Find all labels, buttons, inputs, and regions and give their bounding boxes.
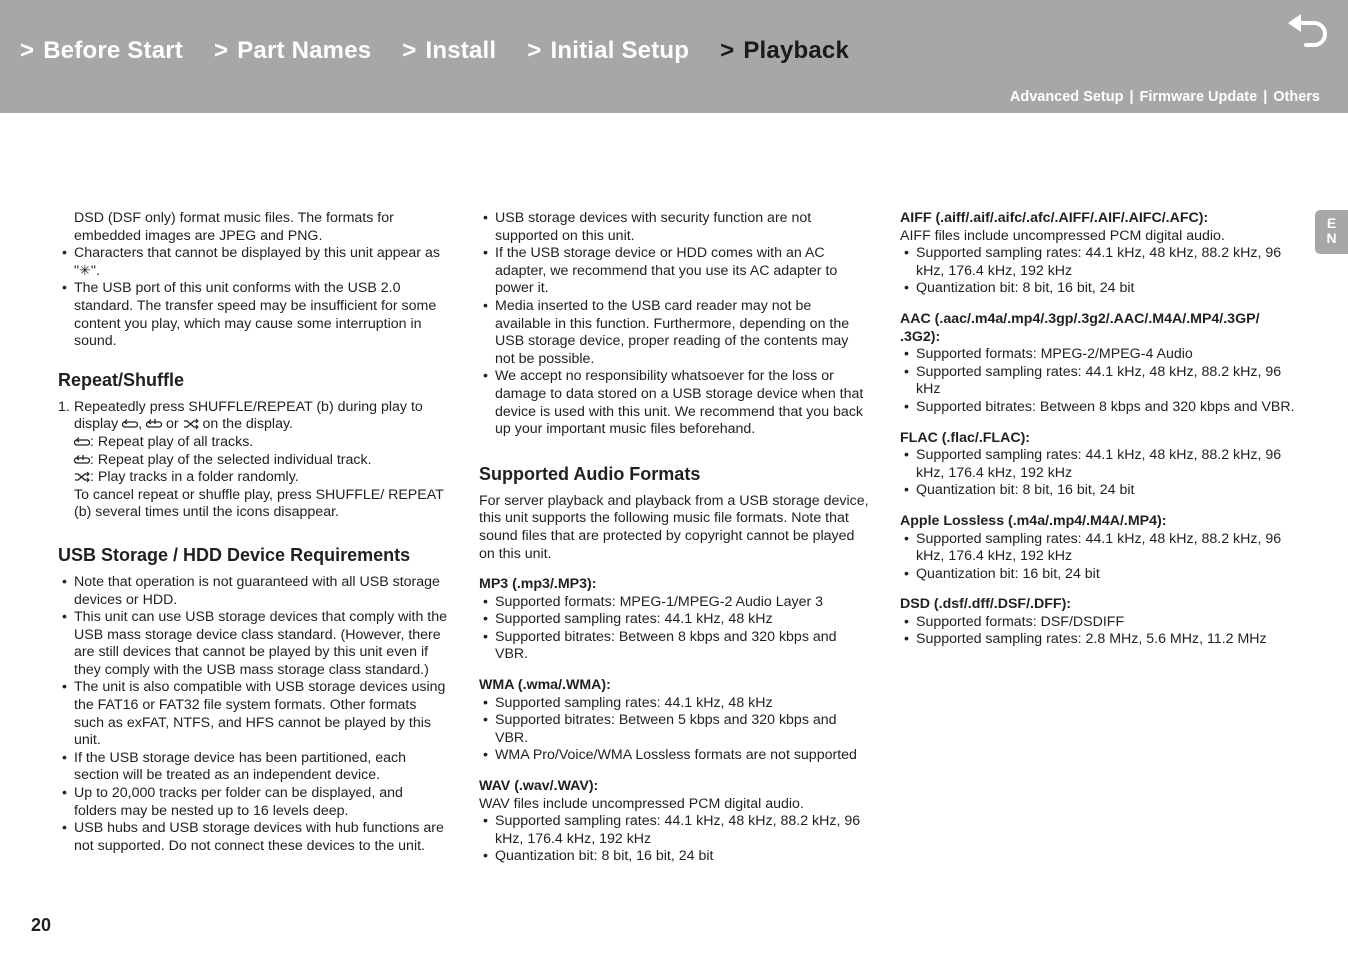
nav-label: Before Start bbox=[43, 37, 183, 64]
list-item: • Supported bitrates: Between 5 kbps and 320 kbps and VBR. bbox=[479, 712, 871, 747]
repeat-one-icon bbox=[74, 454, 90, 466]
bullet-list bbox=[900, 614, 1300, 649]
link-advanced-setup[interactable]: Advanced Setup bbox=[1009, 89, 1124, 105]
page-number: 20 bbox=[31, 915, 52, 935]
list-item: • Supported sampling rates: 44.1 kHz, 48 kHz, 88.2 kHz, 96 kHz, 176.4 kHz, 192 kHz bbox=[900, 447, 1300, 482]
format-title: Apple Lossless (.m4a/.mp4/.M4A/.MP4): bbox=[900, 512, 1167, 529]
list-item: • Supported sampling rates: 44.1 kHz, 48 kHz, 88.2 kHz, 96 kHz, 176.4 kHz, 192 kHz bbox=[479, 813, 871, 848]
nav-label: Playback bbox=[743, 37, 850, 64]
bullet-list bbox=[900, 346, 1300, 416]
bullet-list bbox=[900, 447, 1300, 500]
text: on the display. bbox=[202, 416, 293, 433]
bullet-list bbox=[479, 210, 871, 439]
list-item: • Supported sampling rates: 2.8 MHz, 5.6 MHz, 11.2 MHz bbox=[900, 631, 1300, 649]
list-item: • USB storage devices with security function are not supported on this unit. bbox=[479, 210, 871, 245]
format-title: AIFF (.aiff/.aif/.aifc/.afc/.AIFF/.AIF/.AIFC/.AFC): bbox=[900, 210, 1209, 226]
separator: | bbox=[1129, 89, 1134, 105]
step-text: To cancel repeat or shuffle play, press SHUFFLE/ REPEAT (b) several times until the icons disappear. bbox=[74, 486, 444, 521]
nav-install[interactable] bbox=[402, 37, 496, 65]
list-item: • Supported sampling rates: 44.1 kHz, 48 kHz, 88.2 kHz, 96 kHz bbox=[900, 364, 1300, 399]
list-item: • If the USB storage device has been partitioned, each section will be treated as an independent device. bbox=[58, 750, 448, 785]
list-item: • Quantization bit: 16 bit, 24 bit bbox=[900, 566, 1300, 584]
step-number: 1. bbox=[58, 398, 70, 415]
lang-letter: E bbox=[1326, 215, 1337, 231]
bullet-list bbox=[900, 245, 1300, 298]
bullet-list bbox=[479, 594, 871, 664]
format-title: WAV (.wav/.WAV): bbox=[479, 778, 599, 795]
list-item: • Note that operation is not guaranteed with all USB storage devices or HDD. bbox=[58, 574, 448, 609]
secondary-nav bbox=[1010, 89, 1320, 105]
legend-line bbox=[74, 452, 448, 470]
paragraph: AIFF files include uncompressed PCM digital audio. bbox=[900, 227, 1225, 244]
nav-label: Install bbox=[425, 37, 497, 64]
bullet-list bbox=[479, 813, 871, 866]
separator: | bbox=[1263, 89, 1268, 105]
chevron-right-icon: > bbox=[527, 37, 542, 64]
text: : Play tracks in a folder randomly. bbox=[90, 469, 299, 486]
nav-playback[interactable] bbox=[720, 37, 849, 65]
list-item: • Supported bitrates: Between 8 kbps and 320 kbps and VBR. bbox=[900, 399, 1300, 417]
language-tab bbox=[1315, 210, 1348, 254]
format-title: FLAC (.flac/.FLAC): bbox=[900, 429, 1031, 446]
section-title: USB Storage / HDD Device Requirements bbox=[58, 544, 411, 565]
bullet-list bbox=[58, 574, 448, 856]
text: : Repeat play of all tracks. bbox=[90, 433, 254, 450]
list-item: • Supported sampling rates: 44.1 kHz, 48 kHz bbox=[479, 611, 871, 629]
section-title: Repeat/Shuffle bbox=[58, 369, 185, 390]
numbered-step bbox=[58, 399, 448, 522]
text: , bbox=[138, 416, 143, 433]
chevron-right-icon: > bbox=[720, 37, 735, 64]
format-title: MP3 (.mp3/.MP3): bbox=[479, 576, 597, 593]
step-text: Repeatedly press SHUFFLE/REPEAT (b) during play to bbox=[74, 398, 423, 415]
list-item: • Supported sampling rates: 44.1 kHz, 48 kHz, 88.2 kHz, 96 kHz, 176.4 kHz, 192 kHz bbox=[900, 531, 1300, 566]
repeat-all-icon bbox=[122, 418, 138, 430]
format-title: AAC (.aac/.m4a/.mp4/.3gp/.3g2/.AAC/.M4A/.MP4/.3GP/ .3G2): bbox=[900, 310, 1260, 345]
column-2 bbox=[479, 210, 871, 866]
legend-line bbox=[74, 469, 448, 487]
paragraph: WAV files include uncompressed PCM digital audio. bbox=[479, 795, 804, 812]
nav-part-names[interactable] bbox=[214, 37, 371, 65]
header-bar bbox=[0, 0, 1348, 113]
lang-letter: N bbox=[1326, 230, 1337, 246]
column-3 bbox=[900, 210, 1300, 649]
bullet-list bbox=[58, 245, 448, 351]
list-item: • Quantization bit: 8 bit, 16 bit, 24 bit bbox=[479, 848, 871, 866]
list-item: • The unit is also compatible with USB storage devices using the FAT16 or FAT32 file system formats. Other formats such as exFAT, NTFS, and HFS cannot be played by this unit. bbox=[58, 679, 448, 749]
list-item: • Supported formats: DSF/DSDIFF bbox=[900, 614, 1300, 632]
repeat-all-icon bbox=[74, 436, 90, 448]
nav-before-start[interactable] bbox=[20, 37, 183, 65]
step-text-icons bbox=[74, 416, 448, 434]
list-item: • Up to 20,000 tracks per folder can be displayed, and folders may be nested up to 16 levels deep. bbox=[58, 785, 448, 820]
list-item: • Supported formats: MPEG-2/MPEG-4 Audio bbox=[900, 346, 1300, 364]
text: : Repeat play of the selected individual track. bbox=[90, 451, 372, 468]
list-item: • This unit can use USB storage devices that comply with the USB mass storage device class standard. (However, there are still devices that cannot be played by this unit even if they comply with the USB mass storage class standard.) bbox=[58, 609, 448, 679]
section-title: Supported Audio Formats bbox=[479, 463, 701, 484]
paragraph: For server playback and playback from a USB storage device, this unit supports the following music file formats. Note that sound files that are protected by copyright cannot be played on this unit. bbox=[479, 492, 869, 562]
link-firmware-update[interactable]: Firmware Update bbox=[1139, 89, 1258, 105]
chevron-right-icon: > bbox=[214, 37, 229, 64]
link-others[interactable]: Others bbox=[1273, 89, 1320, 105]
list-item: • Supported formats: MPEG-1/MPEG-2 Audio Layer 3 bbox=[479, 594, 871, 612]
list-item: • Supported sampling rates: 44.1 kHz, 48 kHz bbox=[479, 695, 871, 713]
paragraph: DSD (DSF only) format music files. The formats for embedded images are JPEG and PNG. bbox=[74, 210, 394, 244]
repeat-one-icon bbox=[146, 418, 162, 430]
legend-line bbox=[74, 434, 448, 452]
list-item: • WMA Pro/Voice/WMA Lossless formats are not supported bbox=[479, 747, 871, 765]
shuffle-icon bbox=[74, 471, 90, 483]
list-item: • Quantization bit: 8 bit, 16 bit, 24 bit bbox=[900, 482, 1300, 500]
list-item: • The USB port of this unit conforms with the USB 2.0 standard. The transfer speed may be insufficient for some content you play, which may cause some interruption in sound. bbox=[58, 280, 448, 350]
nav-initial-setup[interactable] bbox=[527, 37, 689, 65]
nav-label: Part Names bbox=[237, 37, 372, 64]
bullet-list bbox=[479, 695, 871, 765]
chevron-right-icon: > bbox=[20, 37, 35, 64]
list-item: • Characters that cannot be displayed by this unit appear as "✳". bbox=[58, 245, 448, 280]
list-item: • Supported sampling rates: 44.1 kHz, 48 kHz, 88.2 kHz, 96 kHz, 176.4 kHz, 192 kHz bbox=[900, 245, 1300, 280]
list-item: • USB hubs and USB storage devices with hub functions are not supported. Do not connect these devices to the unit. bbox=[58, 820, 448, 855]
column-1 bbox=[58, 210, 448, 855]
list-item: • If the USB storage device or HDD comes with an AC adapter, we recommend that you use its AC adapter to power it. bbox=[479, 245, 871, 298]
list-item: • Quantization bit: 8 bit, 16 bit, 24 bit bbox=[900, 280, 1300, 298]
chevron-right-icon: > bbox=[402, 37, 417, 64]
format-title: WMA (.wma/.WMA): bbox=[479, 677, 611, 694]
bullet-list bbox=[900, 531, 1300, 584]
text: or bbox=[165, 416, 179, 433]
text: display bbox=[74, 416, 119, 433]
list-item: • Supported bitrates: Between 8 kbps and 320 kbps and VBR. bbox=[479, 629, 871, 664]
nav-label: Initial Setup bbox=[550, 37, 690, 64]
shuffle-icon bbox=[183, 418, 199, 430]
format-title: DSD (.dsf/.dff/.DSF/.DFF): bbox=[900, 596, 1072, 613]
top-nav bbox=[20, 37, 880, 65]
list-item: • We accept no responsibility whatsoever for the loss or damage to data stored on a USB storage device when that device is used with this unit. We recommend that you back up your important music files beforehand. bbox=[479, 368, 871, 438]
list-item: • Media inserted to the USB card reader may not be available in this function. Furthermore, depending on the USB storage device, proper reading of the contents may not be possible. bbox=[479, 298, 871, 368]
back-arrow-icon[interactable] bbox=[1284, 13, 1330, 53]
